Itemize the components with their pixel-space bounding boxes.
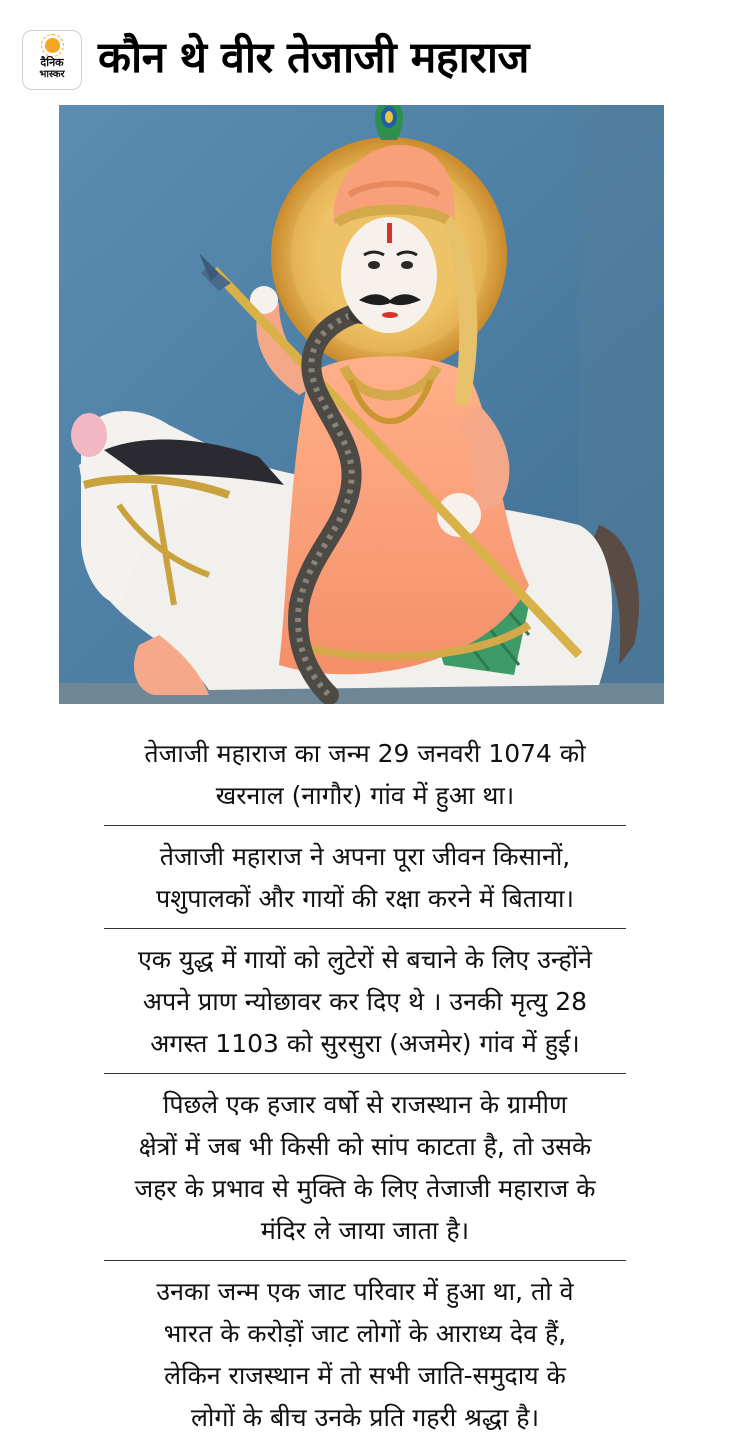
facts-list — [60, 725, 670, 1445]
dainik-bhaskar-logo[interactable] — [22, 30, 82, 90]
divider — [104, 1260, 626, 1261]
fact-line: लोगों के बीच उनके प्रति गहरी श्रद्धा है। — [190, 1403, 540, 1432]
logo-text-line1: दैनिक — [40, 56, 64, 69]
fact-line: पशुपालकों और गायों की रक्षा करने में बिताया। — [156, 884, 574, 913]
fact-line: उनका जन्म एक जाट परिवार में हुआ था, तो वे — [156, 1277, 574, 1306]
fact-line: तेजाजी महाराज का जन्म 29 जनवरी 1074 को — [144, 739, 586, 768]
fact-item — [60, 931, 670, 1071]
fact-line: एक युद्ध में गायों को लुटेरों से बचाने के लिए उन्होंने — [137, 945, 593, 974]
fact-item — [60, 828, 670, 926]
fact-line: लेकिन राजस्थान में तो सभी जाति-समुदाय के — [164, 1361, 566, 1390]
logo-text-line2: भास्कर — [39, 69, 65, 80]
divider — [104, 928, 626, 929]
fact-line: अगस्त 1103 को सुरसुरा (अजमेर) गांव में हुई। — [150, 1029, 580, 1058]
sun-icon — [45, 38, 60, 53]
fact-line: खरनाल (नागौर) गांव में हुआ था। — [215, 781, 515, 810]
fact-line: पिछले एक हजार वर्षो से राजस्थान के ग्रामीण — [162, 1090, 568, 1119]
fact-item — [60, 1076, 670, 1258]
header — [0, 0, 730, 104]
divider — [104, 825, 626, 826]
fact-line: अपने प्राण न्योछावर कर दिए थे । उनकी मृत्यु 28 — [142, 987, 588, 1016]
fact-line: क्षेत्रों में जब भी किसी को सांप काटता है, तो उसके — [138, 1132, 592, 1161]
fact-line: तेजाजी महाराज ने अपना पूरा जीवन किसानों, — [159, 842, 571, 871]
divider — [104, 1073, 626, 1074]
fact-item — [60, 1263, 670, 1445]
fact-line: भारत के करोड़ों जाट लोगों के आराध्य देव हैं, — [163, 1319, 567, 1348]
statue-image — [59, 105, 664, 704]
fact-item — [60, 725, 670, 823]
fact-line: जहर के प्रभाव से मुक्ति के लिए तेजाजी महाराज के — [134, 1174, 596, 1203]
fact-line: मंदिर ले जाया जाता है। — [260, 1216, 470, 1245]
page-title: कौन थे वीर तेजाजी महाराज — [98, 33, 529, 83]
